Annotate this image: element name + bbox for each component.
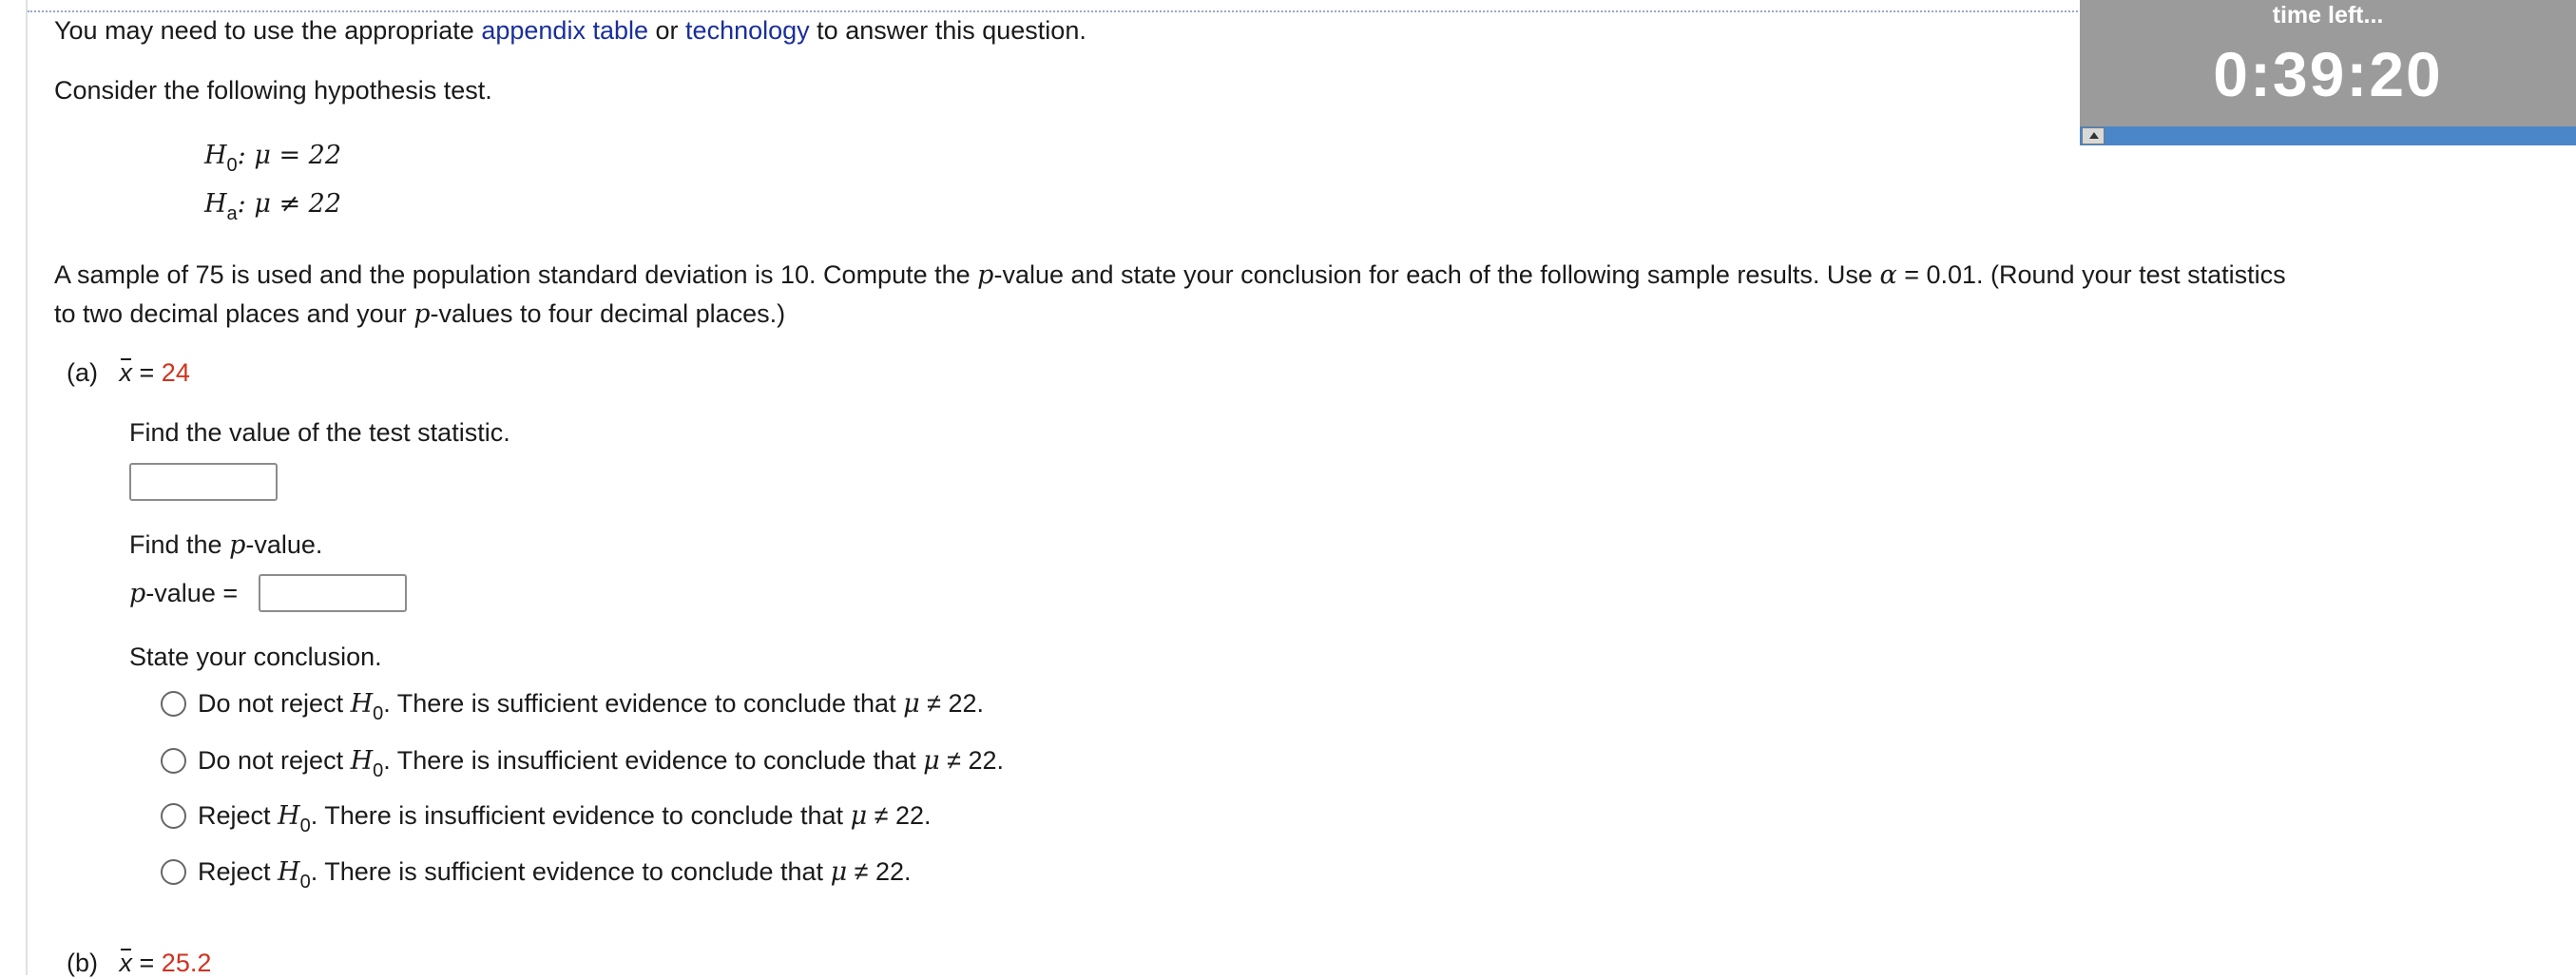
option-tail: ≠ 22. — [867, 801, 932, 830]
part-b-label: (b) — [67, 949, 98, 977]
part-a-header — [67, 356, 190, 389]
option-pre: Reject — [198, 801, 279, 830]
test-statistic-input[interactable] — [129, 463, 278, 501]
null-hypothesis — [204, 139, 341, 174]
instructions-line — [54, 14, 1086, 47]
p-symbol: p — [413, 299, 431, 329]
pvalue-prompt — [129, 528, 322, 562]
timer-label: time left... — [2272, 2, 2384, 29]
instructions-prefix: You may need to use the appropriate — [54, 16, 474, 45]
part-a-label: (a) — [67, 358, 98, 387]
x-bar-symbol: x — [119, 949, 133, 977]
h0-symbol: H — [278, 801, 300, 831]
x-bar-symbol: x — [119, 358, 133, 387]
pvalue-label-rest: -value = — [145, 579, 239, 607]
instructions-suffix: to answer this question. — [817, 16, 1086, 45]
problem-line-2 — [54, 298, 785, 331]
mu-symbol: μ — [830, 857, 848, 887]
option-pre: Reject — [198, 857, 279, 886]
option-tail: ≠ 22. — [847, 857, 912, 886]
option-tail: ≠ 22. — [919, 689, 985, 718]
option-post: . There is insufficient evidence to conclude that — [310, 801, 851, 830]
mu-symbol: μ — [850, 801, 868, 831]
problem-text-1a: A sample of 75 is used and the population standard deviation is 10. Compute the — [54, 260, 978, 289]
appendix-table-link[interactable]: appendix table — [481, 16, 648, 45]
left-border — [26, 0, 28, 975]
problem-text-1c: = 0.01. (Round your test statistics — [1896, 260, 2286, 289]
timer-panel — [2080, 0, 2576, 131]
ha-subscript: a — [226, 203, 238, 224]
ha-statement: : μ ≠ 22 — [237, 189, 342, 219]
option-pre: Do not reject — [198, 746, 351, 775]
alternative-hypothesis — [204, 187, 341, 222]
h0-subscript: 0 — [299, 872, 311, 893]
conclusion-option-3[interactable] — [198, 799, 931, 835]
conclusion-option-1[interactable] — [198, 687, 984, 722]
h0-subscript: 0 — [299, 816, 311, 836]
timer-collapse-button[interactable] — [2082, 127, 2105, 144]
p-symbol: p — [229, 530, 246, 560]
conclusion-option-4[interactable] — [198, 855, 911, 891]
problem-text-2a: to two decimal places and your — [54, 299, 414, 328]
pvalue-prompt-b: -value. — [245, 530, 323, 559]
pvalue-input[interactable] — [259, 574, 407, 612]
part-b-header — [67, 947, 211, 979]
option-pre: Do not reject — [198, 689, 351, 718]
mu-symbol: μ — [903, 689, 920, 719]
h0-subscript: 0 — [373, 760, 384, 781]
part-b-equals: = — [132, 949, 162, 977]
part-a-sample-mean: 24 — [161, 358, 190, 387]
h0-statement: : μ = 22 — [237, 141, 342, 170]
test-statistic-prompt: Find the value of the test statistic. — [129, 418, 510, 447]
p-symbol: p — [129, 579, 146, 608]
pvalue-label — [129, 577, 238, 610]
h0-subscript: 0 — [373, 703, 384, 724]
option-post: . There is sufficient evidence to conclude that — [310, 857, 831, 886]
conclusion-radio-2[interactable] — [161, 748, 186, 774]
problem-line-1 — [54, 259, 2286, 292]
part-b-sample-mean: 25.2 — [161, 949, 212, 977]
option-tail: ≠ 22. — [939, 746, 1005, 775]
h0-symbol: H — [204, 141, 227, 170]
conclusion-radio-3[interactable] — [161, 803, 186, 829]
problem-text-1b: -value and state your conclusion for each of the following sample results. Use — [993, 260, 1880, 289]
technology-link[interactable]: technology — [685, 16, 810, 45]
conclusion-option-2[interactable] — [198, 744, 1004, 779]
problem-text-2b: -values to four decimal places.) — [430, 299, 786, 328]
intro-text: Consider the following hypothesis test. — [54, 76, 492, 105]
ha-symbol: H — [204, 189, 227, 219]
timer-countdown: 0:39:20 — [2213, 39, 2443, 109]
instructions-middle: or — [655, 16, 679, 45]
mu-symbol: μ — [923, 746, 940, 776]
conclusion-radio-1[interactable] — [161, 691, 186, 717]
h0-symbol: H — [350, 746, 374, 776]
h0-symbol: H — [350, 689, 374, 719]
h0-subscript: 0 — [226, 155, 238, 176]
timer-progress-bar — [2080, 126, 2576, 145]
conclusion-radio-4[interactable] — [161, 859, 186, 885]
option-post: . There is sufficient evidence to conclude that — [383, 689, 904, 718]
pvalue-prompt-a: Find the — [129, 530, 230, 559]
option-post: . There is insufficient evidence to conclude that — [383, 746, 924, 775]
p-symbol: p — [977, 260, 994, 290]
conclusion-prompt: State your conclusion. — [129, 643, 382, 671]
alpha-symbol: α — [1879, 260, 1897, 290]
part-a-equals: = — [132, 358, 162, 387]
h0-symbol: H — [278, 857, 300, 887]
